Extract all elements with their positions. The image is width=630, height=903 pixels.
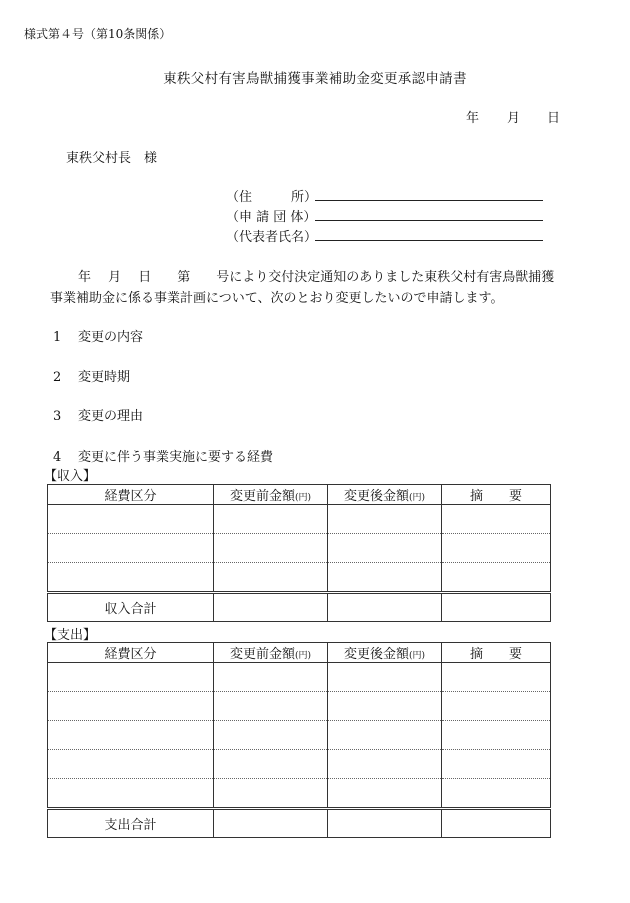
item-number: 2 [53,370,62,385]
col-header-remarks: 摘 要 [442,643,551,663]
table-cell[interactable] [328,663,442,692]
table-cell[interactable] [48,663,214,692]
table-cell[interactable] [442,721,551,750]
table-cell[interactable] [214,663,328,692]
organization-label: （申 請 団 体） [226,210,317,225]
table-cell[interactable] [328,534,442,563]
table-row [48,534,551,563]
body-text-line-1: 年 月 日 第 号により交付決定通知のありました東秩父村有害鳥獣捕獲 [78,270,555,285]
table-row [48,750,551,779]
item-number: 3 [53,409,62,424]
item-number: 4 [53,450,62,465]
addressee: 東秩父村長 様 [66,151,158,166]
item-2 [53,366,130,385]
date-month-label: 月 [507,111,521,126]
col-header-after-amount: 変更後金額(円) [328,643,442,663]
body-text-line-2: 事業補助金に係る事業計画について、次のとおり変更したいので申請します。 [50,291,504,306]
item-4 [53,446,273,465]
table-cell[interactable] [214,809,328,838]
item-label: 変更の理由 [78,409,144,424]
table-cell[interactable] [48,750,214,779]
table-cell[interactable] [328,593,442,622]
table-cell[interactable] [328,779,442,809]
table-cell[interactable] [328,750,442,779]
item-number: 1 [53,330,62,345]
table-cell[interactable] [328,563,442,593]
table-cell[interactable] [442,809,551,838]
table-cell[interactable] [442,779,551,809]
table-cell[interactable] [48,534,214,563]
col-header-remarks: 摘 要 [442,485,551,505]
col-header-before-amount: 変更前金額(円) [214,485,328,505]
expense-section-label: 【支出】 [44,628,97,643]
table-cell[interactable] [214,534,328,563]
table-cell[interactable] [48,563,214,593]
table-cell[interactable] [328,809,442,838]
table-cell[interactable] [442,663,551,692]
date-year-label: 年 [466,111,480,126]
expense-total-row [48,809,551,838]
table-row [48,721,551,750]
expense-total-label: 支出合計 [48,809,214,838]
form-title: 東秩父村有害鳥獣捕獲事業補助金変更承認申請書 [163,71,467,87]
income-total-label: 収入合計 [48,593,214,622]
expense-table [47,642,551,838]
income-header-row [48,485,551,505]
table-cell[interactable] [442,750,551,779]
income-total-row [48,593,551,622]
representative-label: （代表者氏名） [226,230,318,245]
item-label: 変更時期 [78,370,131,385]
table-row [48,779,551,809]
col-header-before-amount: 変更前金額(円) [214,643,328,663]
table-cell[interactable] [48,692,214,721]
table-cell[interactable] [442,534,551,563]
table-cell[interactable] [48,779,214,809]
table-cell[interactable] [442,593,551,622]
date-day-label: 日 [547,111,561,126]
col-header-category: 経費区分 [48,485,214,505]
item-1 [53,326,143,345]
table-cell[interactable] [328,721,442,750]
table-row [48,692,551,721]
table-cell[interactable] [214,505,328,534]
expense-header-row [48,643,551,663]
col-header-category: 経費区分 [48,643,214,663]
table-row [48,505,551,534]
table-row [48,563,551,593]
table-cell[interactable] [48,721,214,750]
table-cell[interactable] [214,750,328,779]
income-table [47,484,551,622]
table-cell[interactable] [442,692,551,721]
table-cell[interactable] [214,779,328,809]
table-cell[interactable] [48,505,214,534]
address-field-line[interactable] [315,200,543,201]
representative-field-line[interactable] [315,240,543,241]
table-cell[interactable] [442,563,551,593]
table-cell[interactable] [328,692,442,721]
table-cell[interactable] [214,593,328,622]
table-cell[interactable] [328,505,442,534]
organization-field-line[interactable] [315,220,543,221]
income-section-label: 【収入】 [44,469,97,484]
table-row [48,663,551,692]
table-cell[interactable] [214,692,328,721]
item-3 [53,405,143,424]
col-header-after-amount: 変更後金額(円) [328,485,442,505]
table-cell[interactable] [214,563,328,593]
address-label: （住 所） [226,190,318,205]
table-cell[interactable] [214,721,328,750]
form-number: 様式第４号（第10条関係） [24,27,172,41]
item-label: 変更に伴う事業実施に要する経費 [78,450,274,465]
item-label: 変更の内容 [78,330,144,345]
table-cell[interactable] [442,505,551,534]
